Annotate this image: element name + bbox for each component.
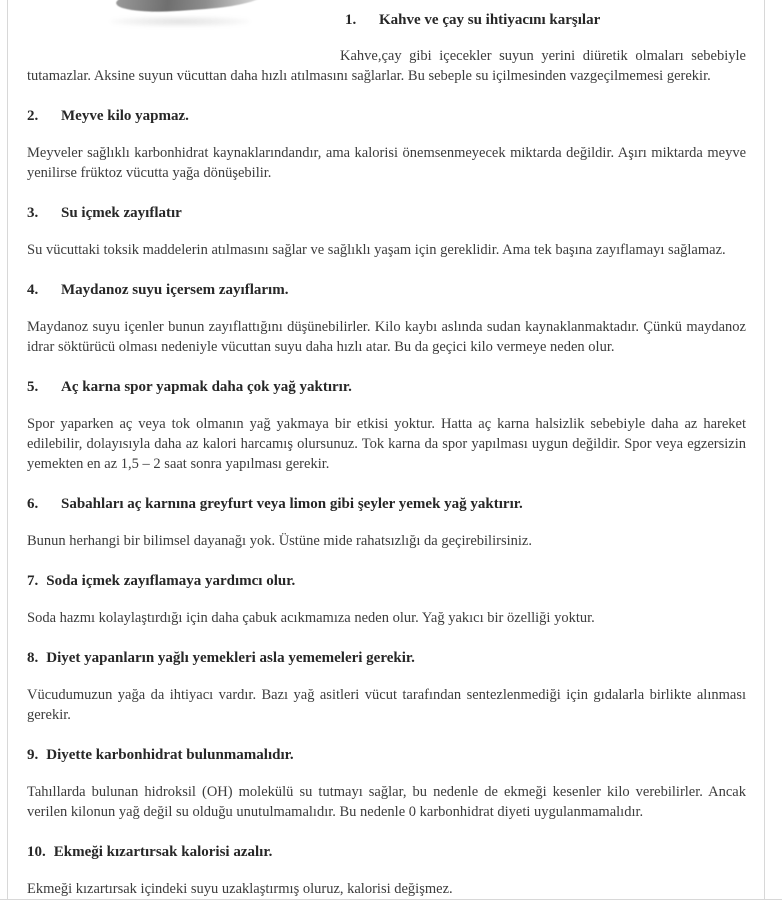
section-heading-7 [27, 572, 746, 591]
section-heading-3 [27, 204, 746, 223]
heading-title: Sabahları aç karnına greyfurt veya limon gibi şeyler yemek yağ yaktırır. [61, 496, 523, 512]
section-paragraph-2: Meyveler sağlıklı karbonhidrat kaynaklarındandır, ama kalorisi önemsenmeyecek miktarda değildir. Aşırı miktarda meyve yenilirse früktoz vücutta yağa dönüşebilir. [27, 145, 746, 181]
section-heading-6 [27, 495, 746, 514]
heading-title: Soda içmek zayıflamaya yardımcı olur. [46, 573, 296, 589]
heading-number: 5. [27, 379, 39, 395]
heading-number: 8. [27, 650, 39, 666]
heading-number: 10. [27, 844, 46, 860]
heading-number: 6. [27, 496, 39, 512]
heading-number: 2. [27, 108, 39, 124]
section-paragraph-1: Kahve,çay gibi içecekler suyun yerini diüretik olmaları sebebiyle tutamazlar. Aksine suyun vücuttan daha hızlı atılmasını sağlarlar. Bu sebeple su içilmesinden vazgeçilmemesi gerekir. [27, 48, 746, 84]
section-paragraph-4: Maydanoz suyu içenler bunun zayıflattığını düşünebilirler. Kilo kaybı aslında sudan kaynaklanmaktadır. Çünkü maydanoz idrar söktürücü olması nedeniyle vücuttan suyu daha hızlı atar. Bu da geçici kilo vermeye neden olur. [27, 319, 746, 355]
heading-title: Ekmeği kızartırsak kalorisi azalır. [53, 844, 273, 860]
section-heading-2 [27, 107, 746, 126]
section-heading-5 [27, 378, 746, 397]
heading-number: 4. [27, 282, 39, 298]
section-heading-10 [27, 843, 746, 862]
heading-title: Diyette karbonhidrat bulunmamalıdır. [46, 747, 294, 763]
section-paragraph-3: Su vücuttaki toksik maddelerin atılmasını sağlar ve sağlıklı yaşam için gereklidir. Ama tek başına zayıflamayı sağlamaz. [27, 242, 726, 258]
section-paragraph-6: Bunun herhangi bir bilimsel dayanağı yok. Üstüne mide rahatsızlığı da geçirebilirsiniz. [27, 533, 532, 549]
heading-title: Maydanoz suyu içersem zayıflarım. [61, 282, 289, 298]
heading-title: Meyve kilo yapmaz. [61, 108, 189, 124]
heading-title: Su içmek zayıflatır [61, 205, 182, 221]
heading-number: 3. [27, 205, 39, 221]
section-paragraph-9: Tahıllarda bulunan hidroksil (OH) molekülü su tutmayı sağlar, bu nedenle de ekmeği kesenler kilo verebilirler. Ancak verilen kilonun yağ değil su olduğu unutulmamalıdır. Bu nedenle 0 karbonhidrat diyeti uygulanmamalıdır. [27, 784, 746, 820]
heading-number: 9. [27, 747, 39, 763]
section-paragraph-8: Vücudumuzun yağa da ihtiyacı vardır. Bazı yağ asitleri vücut tarafından sentezlenmediği için gıdalarla birlikte alınması gerekir. [27, 687, 746, 723]
clipped-photo-image [115, 0, 266, 15]
section-heading-9 [27, 746, 746, 765]
photo-shadow [111, 16, 249, 27]
section-heading-4 [27, 281, 746, 300]
heading-number: 7. [27, 573, 39, 589]
heading-title: Diyet yapanların yağlı yemekleri asla yememeleri gerekir. [46, 650, 415, 666]
section-paragraph-5: Spor yaparken aç veya tok olmanın yağ yakmaya bir etkisi yoktur. Hatta aç karna halsizlik sebebiyle daha az hareket edilebilir, dolayısıyla daha az kalori harcamış olursunuz. Tok karna da spor yapılması uygun değildir. Spor veya egzersizin yemekten en az 1,5 – 2 saat sonra yapılması gerekir. [27, 416, 746, 472]
heading-title: Aç karna spor yapmak daha çok yağ yaktırır. [61, 379, 352, 395]
article-content-box [7, 0, 765, 900]
section-paragraph-10: Ekmeği kızartırsak içindeki suyu uzaklaştırmış oluruz, kalorisi değişmez. [27, 881, 453, 897]
section-paragraph-7: Soda hazmı kolaylaştırdığı için daha çabuk acıkmamıza neden olur. Yağ yakıcı bir özelliği yoktur. [27, 610, 595, 626]
section-heading-8 [27, 649, 746, 668]
section-heading-1 [345, 11, 746, 30]
heading-title: Kahve ve çay su ihtiyacını karşılar [379, 12, 601, 28]
heading-number: 1. [345, 12, 357, 28]
